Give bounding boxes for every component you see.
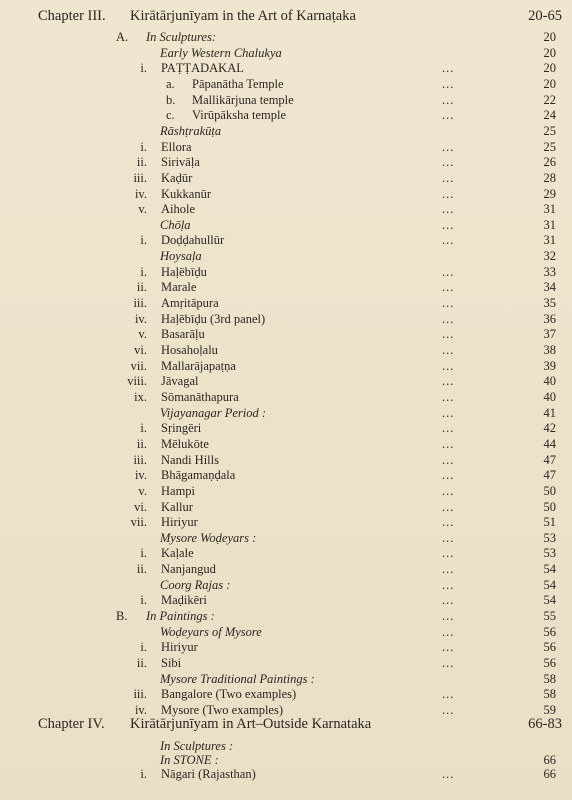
toc-entry: [0, 217, 572, 233]
chapter-heading: [0, 8, 572, 26]
leader-dots: ...: [442, 640, 455, 654]
entry-text: In Paintings :: [146, 609, 215, 623]
entry-page: 42: [543, 421, 556, 435]
leader-dots: ...: [442, 656, 455, 670]
toc-entry: [0, 452, 572, 468]
entry-text: Nanjangud: [161, 562, 216, 576]
leader-dots: ...: [442, 218, 455, 232]
leader-dots: ...: [442, 767, 455, 781]
entry-marker: i.: [140, 640, 147, 654]
toc-entry: [0, 358, 572, 374]
toc-entry: [0, 295, 572, 311]
leader-dots: ...: [442, 703, 455, 717]
leader-dots: ...: [442, 484, 455, 498]
entry-marker: i.: [140, 233, 147, 247]
entry-text: Sibi: [161, 656, 182, 670]
entry-text: Aihole: [161, 202, 196, 216]
toc-entry: [0, 232, 572, 248]
toc-entry: [0, 107, 572, 123]
leader-dots: ...: [442, 687, 455, 701]
leader-dots: ...: [442, 108, 455, 122]
toc-entry: [0, 530, 572, 546]
entry-page: 35: [543, 296, 556, 310]
entry-text: Virūpāksha temple: [192, 108, 287, 122]
entry-page: 33: [543, 265, 556, 279]
entry-text: Hoysaḷa: [160, 249, 202, 263]
entry-text: Kukkanūr: [161, 187, 211, 201]
entry-marker: ix.: [134, 390, 147, 404]
entry-marker: vii.: [130, 515, 147, 529]
entry-marker: v.: [138, 327, 147, 341]
entry-marker: iv.: [134, 187, 147, 201]
entry-page: 56: [543, 640, 556, 654]
entry-text: Early Western Chalukya: [160, 46, 282, 60]
leader-dots: ...: [442, 593, 455, 607]
toc-entry: [0, 561, 572, 577]
entry-text: Bhāgamaṇḍala: [161, 468, 236, 482]
entry-marker: vii.: [130, 359, 147, 373]
entry-text: Hiriyur: [161, 515, 198, 529]
entry-marker: iv.: [134, 312, 147, 326]
entry-page: 31: [543, 233, 556, 247]
leader-dots: ...: [442, 77, 455, 91]
entry-text: Amṛitāpura: [161, 296, 219, 310]
entry-page: 54: [543, 562, 556, 576]
leader-dots: ...: [442, 578, 455, 592]
leader-dots: ...: [442, 625, 455, 639]
leader-dots: ...: [442, 453, 455, 467]
toc-entry: [0, 123, 572, 139]
leader-dots: ...: [442, 390, 455, 404]
entry-marker: c.: [166, 108, 175, 122]
toc-entry: [0, 405, 572, 421]
entry-page: 31: [543, 218, 556, 232]
entry-page: 25: [543, 124, 556, 138]
entry-page: 37: [543, 327, 556, 341]
toc-entry: [0, 436, 572, 452]
leader-dots: ...: [442, 531, 455, 545]
entry-marker: A.: [116, 30, 129, 44]
entry-text: Kaḍūr: [161, 171, 193, 185]
entry-page: 41: [543, 406, 556, 420]
entry-text: In STONE :: [160, 753, 219, 767]
leader-dots: ...: [442, 140, 455, 154]
entry-marker: ii.: [136, 437, 147, 451]
entry-text: Hiriyur: [161, 640, 198, 654]
entry-page: 56: [543, 625, 556, 639]
toc-entry: [0, 201, 572, 217]
leader-dots: ...: [442, 562, 455, 576]
entry-text: Sṛingēri: [161, 421, 202, 435]
entry-marker: i.: [140, 593, 147, 607]
toc-entry: [0, 483, 572, 499]
entry-page: 39: [543, 359, 556, 373]
entry-page: 22: [543, 93, 556, 107]
entry-page: 28: [543, 171, 556, 185]
leader-dots: ...: [442, 265, 455, 279]
entry-text: Mallikārjuna temple: [192, 93, 294, 107]
entry-text: In Sculptures :: [160, 739, 234, 753]
entry-text: Nāgari (Rajasthan): [161, 767, 256, 781]
entry-text: Maḍikēri: [161, 593, 207, 607]
toc-entry: [0, 686, 572, 702]
leader-dots: ...: [442, 187, 455, 201]
leader-dots: ...: [442, 406, 455, 420]
leader-dots: ...: [442, 93, 455, 107]
entry-page: 53: [543, 546, 556, 560]
entry-marker: ii.: [136, 280, 147, 294]
toc-entry: [0, 671, 572, 687]
chapter-label: Chapter IV.: [38, 716, 105, 732]
leader-dots: ...: [442, 61, 455, 75]
entry-text: In Sculptures:: [146, 30, 217, 44]
toc-entry: [0, 170, 572, 186]
leader-dots: ...: [442, 202, 455, 216]
leader-dots: ...: [442, 609, 455, 623]
entry-text: Bangalore (Two examples): [161, 687, 297, 701]
toc-entry: [0, 608, 572, 624]
entry-page: 36: [543, 312, 556, 326]
entry-marker: iv.: [134, 468, 147, 482]
entry-marker: i.: [140, 546, 147, 560]
toc-entry: [0, 186, 572, 202]
entry-text: Woḍeyars of Mysore: [160, 625, 262, 639]
entry-text: Ellora: [161, 140, 192, 154]
leader-dots: ...: [442, 233, 455, 247]
entry-text: Mysore (Two examples): [161, 703, 284, 717]
toc-entry: [0, 766, 572, 782]
leader-dots: ...: [442, 280, 455, 294]
entry-text: Doḍḍahullūr: [161, 233, 225, 247]
toc-entry: [0, 60, 572, 76]
leader-dots: ...: [442, 171, 455, 185]
entry-text: Basarāḷu: [161, 327, 205, 341]
toc-entry: [0, 514, 572, 530]
entry-text: Marale: [161, 280, 197, 294]
entry-marker: iii.: [133, 687, 147, 701]
toc-entry: [0, 29, 572, 45]
entry-text: Sōmanāthapura: [161, 390, 239, 404]
entry-page: 26: [543, 155, 556, 169]
entry-text: Coorg Rajas :: [160, 578, 231, 592]
leader-dots: ...: [442, 515, 455, 529]
entry-marker: iii.: [133, 453, 147, 467]
entry-text: PAṬṬADAKAL: [161, 61, 244, 75]
entry-text: Kaḷale: [161, 546, 194, 560]
entry-page: 47: [543, 453, 556, 467]
entry-page: 53: [543, 531, 556, 545]
entry-page: 34: [543, 280, 556, 294]
entry-marker: B.: [116, 609, 128, 623]
toc-entry: [0, 655, 572, 671]
entry-text: Chōḷa: [160, 218, 191, 232]
entry-marker: ii.: [136, 155, 147, 169]
entry-page: 55: [543, 609, 556, 623]
toc-entry: [0, 373, 572, 389]
entry-marker: viii.: [127, 374, 147, 388]
toc-entry: [0, 499, 572, 515]
entry-text: Sirivāḷa: [161, 155, 200, 169]
chapter-pages: 20-65: [528, 8, 562, 24]
entry-marker: v.: [138, 484, 147, 498]
toc-entry: [0, 577, 572, 593]
chapter-pages: 66-83: [528, 716, 562, 732]
entry-marker: vi.: [134, 343, 147, 357]
entry-page: 50: [543, 500, 556, 514]
entry-page: 58: [543, 672, 556, 686]
toc-entry: [0, 467, 572, 483]
toc-entry: [0, 342, 572, 358]
entry-text: Jāvagal: [161, 374, 199, 388]
entry-marker: a.: [166, 77, 175, 91]
entry-page: 20: [543, 61, 556, 75]
toc-entry: [0, 154, 572, 170]
entry-page: 47: [543, 468, 556, 482]
entry-page: 54: [543, 593, 556, 607]
entry-text: Mysore Traditional Paintings :: [160, 672, 315, 686]
entry-text: Haḷēbīḍu: [161, 265, 207, 279]
entry-text: Mallarājapaṭṇa: [161, 359, 236, 373]
entry-page: 24: [543, 108, 556, 122]
entry-page: 20: [543, 30, 556, 44]
chapter-heading: [0, 716, 572, 734]
entry-text: Hosahoḷalu: [161, 343, 218, 357]
toc-entry: [0, 592, 572, 608]
entry-page: 50: [543, 484, 556, 498]
entry-marker: vi.: [134, 500, 147, 514]
toc-entry: [0, 139, 572, 155]
entry-marker: iii.: [133, 296, 147, 310]
leader-dots: ...: [442, 421, 455, 435]
entry-page: 66: [543, 767, 556, 781]
entry-marker: ii.: [136, 562, 147, 576]
leader-dots: ...: [442, 359, 455, 373]
entry-text: Pāpanātha Temple: [192, 77, 284, 91]
toc-entry: [0, 639, 572, 655]
entry-page: 51: [543, 515, 556, 529]
chapter-title: Kirātārjunīyam in the Art of Karnaṭaka: [130, 8, 356, 24]
toc-entry: [0, 264, 572, 280]
leader-dots: ...: [442, 468, 455, 482]
leader-dots: ...: [442, 312, 455, 326]
leader-dots: ...: [442, 374, 455, 388]
entry-marker: v.: [138, 202, 147, 216]
leader-dots: ...: [442, 500, 455, 514]
entry-page: 54: [543, 578, 556, 592]
toc-entry: [0, 311, 572, 327]
entry-marker: i.: [140, 61, 147, 75]
entry-page: 29: [543, 187, 556, 201]
entry-marker: iii.: [133, 171, 147, 185]
leader-dots: ...: [442, 546, 455, 560]
entry-text: Vijayanagar Period :: [160, 406, 266, 420]
chapter-title: Kirātārjunīyam in Art–Outside Karnataka: [130, 716, 372, 732]
entry-text: Kallur: [161, 500, 193, 514]
entry-page: 40: [543, 374, 556, 388]
leader-dots: ...: [442, 343, 455, 357]
entry-page: 59: [543, 703, 556, 717]
toc-entry: [0, 326, 572, 342]
entry-page: 58: [543, 687, 556, 701]
entry-page: 44: [543, 437, 556, 451]
toc-entry: [0, 248, 572, 264]
leader-dots: ...: [442, 327, 455, 341]
entry-marker: b.: [166, 93, 176, 107]
entry-page: 20: [543, 46, 556, 60]
toc-entry: [0, 389, 572, 405]
entry-text: Hampi: [161, 484, 196, 498]
entry-page: 20: [543, 77, 556, 91]
entry-page: 32: [543, 249, 556, 263]
entry-text: Nandi Hills: [161, 453, 219, 467]
entry-page: 56: [543, 656, 556, 670]
toc-entry: [0, 279, 572, 295]
toc-entry: [0, 420, 572, 436]
leader-dots: ...: [442, 296, 455, 310]
chapter-label: Chapter III.: [38, 8, 106, 24]
entry-text: Haḷēbīḍu (3rd panel): [161, 312, 266, 326]
toc-entry: [0, 76, 572, 92]
leader-dots: ...: [442, 155, 455, 169]
entry-marker: i.: [140, 140, 147, 154]
entry-page: 38: [543, 343, 556, 357]
leader-dots: ...: [442, 437, 455, 451]
entry-marker: i.: [140, 265, 147, 279]
entry-page: 40: [543, 390, 556, 404]
entry-page: 25: [543, 140, 556, 154]
entry-marker: iv.: [134, 703, 147, 717]
entry-marker: ii.: [136, 656, 147, 670]
toc-entry: [0, 45, 572, 61]
entry-marker: i.: [140, 767, 147, 781]
entry-marker: i.: [140, 421, 147, 435]
entry-page: 31: [543, 202, 556, 216]
toc-entry: [0, 92, 572, 108]
entry-text: Rāshṭrakūṭa: [160, 124, 222, 138]
entry-page: 66: [543, 753, 556, 767]
entry-text: Mysore Woḍeyars :: [160, 531, 257, 545]
entry-text: Mēlukōte: [161, 437, 209, 451]
toc-entry: [0, 545, 572, 561]
toc-entry: [0, 624, 572, 640]
